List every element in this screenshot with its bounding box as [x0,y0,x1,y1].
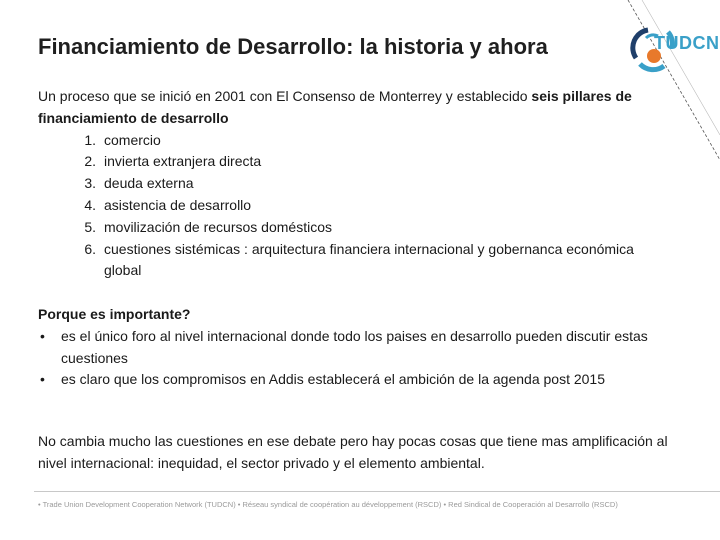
why-section [38,304,668,391]
list-number: 6. [84,240,96,257]
list-item [38,326,668,370]
why-heading: Porque es importante? [38,306,191,322]
bullet-icon: • [40,327,45,344]
list-item-text: asistencia de desarrollo [104,196,252,213]
pillars-section [38,86,668,282]
intro-bold-text: seis pillares de financiamiento de desarrollo [38,88,632,126]
list-item [38,239,668,283]
list-item-text: cuestiones sistémicas : arquitectura financiera internacional y gobernanca económica global [104,240,634,279]
tudcn-logo [628,18,720,78]
list-item-text: movilización de recursos domésticos [104,218,332,235]
pillars-list [38,130,668,283]
bullet-icon: • [40,371,45,388]
list-item [38,217,668,239]
list-number: 2. [84,153,96,170]
intro-text: Un proceso que se inició en 2001 con El Consenso de Monterrey y establecido [38,88,532,104]
list-item-text: es claro que los compromisos en Addis establecerá el ambición de la agenda post 2015 [61,371,605,388]
list-number: 1. [84,131,96,148]
list-item [38,195,668,217]
why-list [38,326,668,391]
list-item-text: comercio [104,131,161,148]
list-number: 3. [84,175,96,192]
list-item [38,173,668,195]
list-item-text: es el único foro al nivel internacional donde todo los paises en desarrollo pueden discutir estas cuestiones [61,327,648,366]
closing-paragraph: No cambia mucho las cuestiones en ese debate pero hay pocas cosas que tiene mas amplificación al nivel internacional: inequidad, el sector privado y el elemento ambiental. [38,433,668,471]
slide-title: Financiamiento de Desarrollo: la historia y ahora [38,34,548,59]
list-item-text: invierta extranjera directa [104,153,262,170]
list-number: 5. [84,218,96,235]
footer-text: • Trade Union Development Cooperation Network (TUDCN) • Réseau syndical de coopération au développement (RSCD) • Red Sindical de Cooperación al Desarrollo (RSCD) [38,500,618,509]
intro-paragraph [38,86,668,130]
footer-divider [34,491,720,492]
logo-text: TUDCN [654,33,720,53]
list-item [38,151,668,173]
list-item [38,130,668,152]
list-item [38,369,668,391]
list-number: 4. [84,196,96,213]
list-item-text: deuda externa [104,175,194,192]
